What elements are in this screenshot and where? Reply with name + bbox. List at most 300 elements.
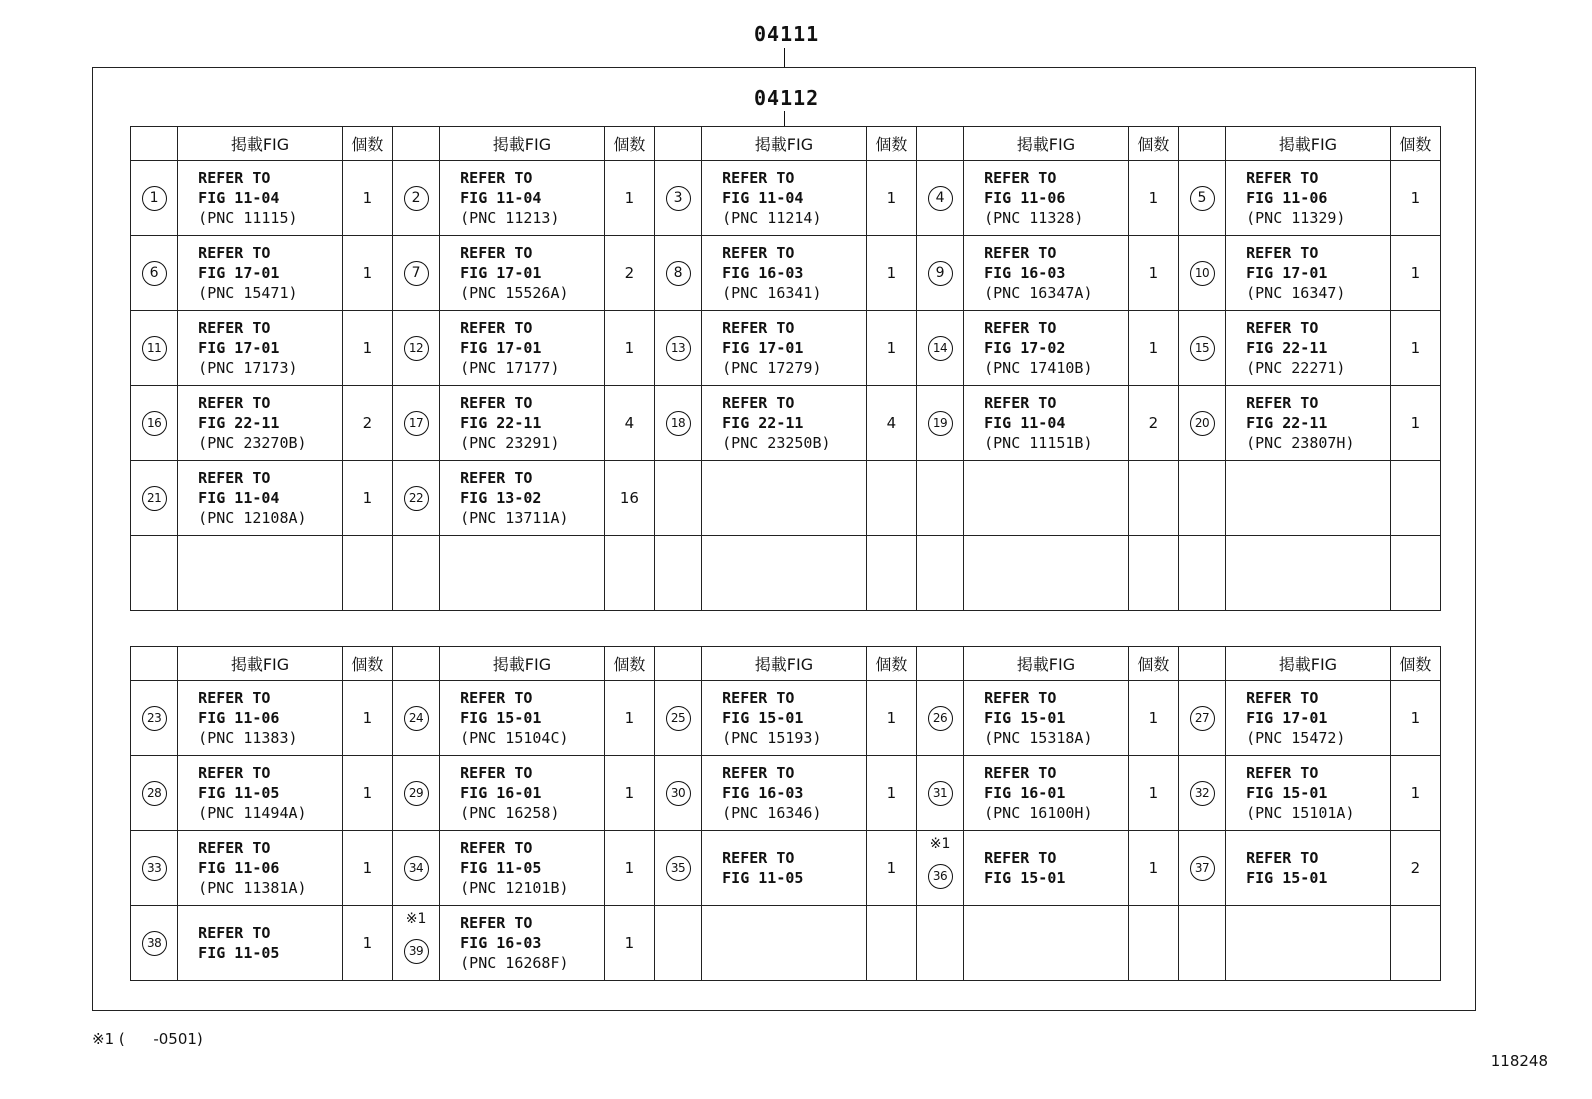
header-qty: 個数 xyxy=(342,647,392,681)
fig-number: FIG 15-01 xyxy=(460,709,542,727)
fig-reference xyxy=(722,318,866,378)
refer-to-text: REFER TO xyxy=(460,319,533,337)
fig-number: FIG 11-06 xyxy=(1246,189,1328,207)
fig-reference-cell xyxy=(178,756,343,831)
item-number-cell xyxy=(131,161,178,236)
fig-number: FIG 22-11 xyxy=(1246,339,1328,357)
refer-to-text: REFER TO xyxy=(198,924,271,942)
fig-reference xyxy=(984,848,1128,888)
quantity-cell xyxy=(1390,386,1440,461)
quantity-value: 1 xyxy=(886,784,897,802)
item-number-cell xyxy=(916,386,963,461)
item-number-cell xyxy=(392,536,439,611)
quantity-value: 1 xyxy=(1410,709,1421,727)
fig-reference xyxy=(198,923,342,963)
fig-reference-cell xyxy=(702,461,867,536)
fig-number: FIG 17-01 xyxy=(1246,264,1328,282)
quantity-value: 1 xyxy=(1148,264,1159,282)
table-row xyxy=(131,386,1441,461)
quantity-cell xyxy=(604,461,654,536)
refer-to-text: REFER TO xyxy=(722,849,795,867)
header-qty: 個数 xyxy=(866,647,916,681)
quantity-value: 1 xyxy=(886,859,897,877)
fig-number: FIG 11-04 xyxy=(198,489,280,507)
refer-to-text: REFER TO xyxy=(198,319,271,337)
fig-reference-cell xyxy=(440,236,605,311)
refer-to-text: REFER TO xyxy=(722,394,795,412)
refer-to-text: REFER TO xyxy=(984,764,1057,782)
item-number-cell xyxy=(1178,236,1225,311)
fig-reference-cell xyxy=(964,386,1129,461)
item-number-cell xyxy=(654,831,701,906)
quantity-cell xyxy=(1128,831,1178,906)
header-number-cell xyxy=(392,127,439,161)
fig-reference-cell xyxy=(964,536,1129,611)
quantity-value: 1 xyxy=(886,339,897,357)
item-number-badge: 38 xyxy=(142,931,167,956)
fig-reference-cell xyxy=(178,831,343,906)
table-row xyxy=(131,311,1441,386)
pnc-code: (PNC 23291) xyxy=(460,434,560,452)
pnc-code: (PNC 17173) xyxy=(198,359,298,377)
quantity-value: 1 xyxy=(362,339,373,357)
quantity-value: 1 xyxy=(362,934,373,952)
quantity-cell xyxy=(1128,681,1178,756)
reference-table-lower xyxy=(130,646,1441,981)
item-number-cell xyxy=(131,681,178,756)
quantity-cell xyxy=(604,756,654,831)
fig-reference-cell xyxy=(964,461,1129,536)
item-number-cell xyxy=(392,236,439,311)
item-number-cell xyxy=(1178,311,1225,386)
quantity-cell xyxy=(1390,756,1440,831)
fig-number: FIG 16-03 xyxy=(984,264,1066,282)
fig-reference xyxy=(460,393,604,453)
inner-assembly-label: 04112 xyxy=(754,86,820,110)
fig-number: FIG 11-05 xyxy=(722,869,804,887)
fig-reference-cell xyxy=(964,831,1129,906)
quantity-cell xyxy=(1390,461,1440,536)
pnc-code: (PNC 11213) xyxy=(460,209,560,227)
fig-reference-cell xyxy=(1226,386,1391,461)
quantity-cell xyxy=(866,161,916,236)
footnote: ※1 ( -0501) xyxy=(92,1030,203,1048)
item-number-badge: 15 xyxy=(1190,336,1215,361)
fig-number: FIG 22-11 xyxy=(1246,414,1328,432)
fig-number: FIG 16-01 xyxy=(984,784,1066,802)
fig-reference xyxy=(984,168,1128,228)
pnc-code: (PNC 23250B) xyxy=(722,434,831,452)
pnc-code: (PNC 22271) xyxy=(1246,359,1346,377)
quantity-value: 1 xyxy=(624,934,635,952)
quantity-cell xyxy=(342,906,392,981)
header-qty: 個数 xyxy=(1128,127,1178,161)
quantity-value: 1 xyxy=(362,784,373,802)
pnc-code: (PNC 13711A) xyxy=(460,509,569,527)
item-number-badge: 26 xyxy=(928,706,953,731)
table-row xyxy=(131,536,1441,611)
item-number-cell xyxy=(916,906,963,981)
fig-reference xyxy=(1246,393,1390,453)
item-number-cell xyxy=(654,161,701,236)
item-number-badge: 30 xyxy=(666,781,691,806)
fig-reference xyxy=(198,168,342,228)
quantity-cell xyxy=(1128,536,1178,611)
item-number-cell xyxy=(1178,536,1225,611)
fig-reference-cell xyxy=(964,311,1129,386)
header-fig: 掲載FIG xyxy=(1226,127,1391,161)
quantity-value: 2 xyxy=(624,264,635,282)
quantity-cell xyxy=(1390,681,1440,756)
header-row xyxy=(131,647,1441,681)
refer-to-text: REFER TO xyxy=(460,244,533,262)
quantity-value: 1 xyxy=(886,709,897,727)
fig-reference-cell xyxy=(178,236,343,311)
item-number-badge: 20 xyxy=(1190,411,1215,436)
fig-reference xyxy=(198,838,342,898)
item-number-badge: 10 xyxy=(1190,261,1215,286)
item-number-cell xyxy=(654,536,701,611)
quantity-value: 2 xyxy=(1148,414,1159,432)
quantity-value: 1 xyxy=(624,859,635,877)
pnc-code: (PNC 11328) xyxy=(984,209,1084,227)
pnc-code: (PNC 23270B) xyxy=(198,434,307,452)
item-number-cell xyxy=(392,311,439,386)
fig-reference-cell xyxy=(702,161,867,236)
fig-number: FIG 22-11 xyxy=(198,414,280,432)
fig-reference-cell xyxy=(440,756,605,831)
header-fig: 掲載FIG xyxy=(178,647,343,681)
item-number-cell xyxy=(654,906,701,981)
quantity-value: 1 xyxy=(362,489,373,507)
header-qty: 個数 xyxy=(866,127,916,161)
quantity-value: 1 xyxy=(1410,339,1421,357)
item-number-cell xyxy=(392,681,439,756)
refer-to-text: REFER TO xyxy=(1246,394,1319,412)
refer-to-text: REFER TO xyxy=(198,839,271,857)
item-number-cell xyxy=(654,236,701,311)
fig-number: FIG 17-01 xyxy=(198,264,280,282)
fig-number: FIG 22-11 xyxy=(460,414,542,432)
fig-reference-cell xyxy=(1226,161,1391,236)
refer-to-text: REFER TO xyxy=(460,169,533,187)
quantity-value: 1 xyxy=(362,859,373,877)
quantity-cell xyxy=(342,681,392,756)
quantity-value: 4 xyxy=(624,414,635,432)
fig-reference xyxy=(1246,243,1390,303)
refer-to-text: REFER TO xyxy=(984,394,1057,412)
item-number-badge: 13 xyxy=(666,336,691,361)
fig-reference xyxy=(984,763,1128,823)
quantity-cell xyxy=(1390,906,1440,981)
quantity-cell xyxy=(342,831,392,906)
quantity-cell xyxy=(866,906,916,981)
fig-reference xyxy=(722,848,866,888)
pnc-code: (PNC 15472) xyxy=(1246,729,1346,747)
quantity-cell xyxy=(604,681,654,756)
header-fig: 掲載FIG xyxy=(964,647,1129,681)
fig-reference-cell xyxy=(1226,236,1391,311)
fig-reference-cell xyxy=(440,386,605,461)
item-number-badge: 16 xyxy=(142,411,167,436)
fig-number: FIG 11-04 xyxy=(198,189,280,207)
quantity-cell xyxy=(604,161,654,236)
quantity-value: 1 xyxy=(886,264,897,282)
fig-reference xyxy=(460,838,604,898)
refer-to-text: REFER TO xyxy=(460,469,533,487)
refer-to-text: REFER TO xyxy=(1246,169,1319,187)
fig-reference-cell xyxy=(964,236,1129,311)
quantity-value: 1 xyxy=(1410,189,1421,207)
quantity-cell xyxy=(1390,536,1440,611)
fig-number: FIG 15-01 xyxy=(1246,869,1328,887)
item-number-badge: 27 xyxy=(1190,706,1215,731)
quantity-value: 2 xyxy=(362,414,373,432)
pnc-code: (PNC 11381A) xyxy=(198,879,307,897)
fig-reference xyxy=(1246,848,1390,888)
header-qty: 個数 xyxy=(342,127,392,161)
item-number-badge: 36 xyxy=(928,864,953,889)
item-number-cell xyxy=(916,756,963,831)
quantity-cell xyxy=(342,756,392,831)
quantity-value: 1 xyxy=(624,189,635,207)
item-number-cell xyxy=(1178,161,1225,236)
pnc-code: (PNC 17279) xyxy=(722,359,822,377)
pnc-code: (PNC 12101B) xyxy=(460,879,569,897)
pnc-code: (PNC 15193) xyxy=(722,729,822,747)
item-number-cell xyxy=(654,681,701,756)
fig-number: FIG 17-01 xyxy=(198,339,280,357)
header-number-cell xyxy=(392,647,439,681)
item-number-badge: 21 xyxy=(142,486,167,511)
item-number-badge: 18 xyxy=(666,411,691,436)
fig-number: FIG 17-01 xyxy=(460,264,542,282)
item-number-badge: 32 xyxy=(1190,781,1215,806)
quantity-cell xyxy=(342,386,392,461)
fig-number: FIG 22-11 xyxy=(722,414,804,432)
header-qty: 個数 xyxy=(604,647,654,681)
fig-reference xyxy=(984,393,1128,453)
header-number-cell xyxy=(1178,127,1225,161)
item-number-badge: 37 xyxy=(1190,856,1215,881)
fig-reference-cell xyxy=(702,386,867,461)
item-number-badge: 7 xyxy=(404,261,429,286)
note-mark: ※1 xyxy=(405,911,427,927)
fig-reference-cell xyxy=(178,906,343,981)
quantity-cell xyxy=(604,386,654,461)
item-number-cell xyxy=(1178,681,1225,756)
fig-number: FIG 11-05 xyxy=(198,944,280,962)
fig-reference-cell xyxy=(440,311,605,386)
fig-number: FIG 11-06 xyxy=(198,709,280,727)
pnc-code: (PNC 17177) xyxy=(460,359,560,377)
pnc-code: (PNC 11383) xyxy=(198,729,298,747)
note-mark: ※1 xyxy=(929,836,951,852)
quantity-value: 1 xyxy=(1410,414,1421,432)
refer-to-text: REFER TO xyxy=(198,689,271,707)
fig-reference-cell xyxy=(178,461,343,536)
fig-reference-cell xyxy=(964,756,1129,831)
fig-reference-cell xyxy=(1226,461,1391,536)
quantity-cell xyxy=(342,461,392,536)
item-number-cell xyxy=(392,831,439,906)
inner-leader-line xyxy=(784,111,785,126)
quantity-value: 16 xyxy=(619,489,639,507)
quantity-cell xyxy=(866,681,916,756)
quantity-value: 1 xyxy=(624,709,635,727)
fig-reference-cell xyxy=(702,236,867,311)
quantity-cell xyxy=(866,236,916,311)
header-qty: 個数 xyxy=(1128,647,1178,681)
fig-reference-cell xyxy=(702,831,867,906)
pnc-code: (PNC 11115) xyxy=(198,209,298,227)
refer-to-text: REFER TO xyxy=(1246,764,1319,782)
fig-reference-cell xyxy=(964,161,1129,236)
fig-reference xyxy=(198,468,342,528)
fig-number: FIG 11-06 xyxy=(198,859,280,877)
quantity-value: 1 xyxy=(1148,189,1159,207)
pnc-code: (PNC 16347A) xyxy=(984,284,1093,302)
item-number-cell xyxy=(392,386,439,461)
quantity-value: 1 xyxy=(1148,859,1159,877)
item-number-cell xyxy=(131,461,178,536)
item-number-badge: 22 xyxy=(404,486,429,511)
fig-number: FIG 11-04 xyxy=(984,414,1066,432)
pnc-code: (PNC 11214) xyxy=(722,209,822,227)
header-qty: 個数 xyxy=(1390,127,1440,161)
item-number-cell xyxy=(654,386,701,461)
quantity-cell xyxy=(604,236,654,311)
fig-reference-cell xyxy=(1226,536,1391,611)
item-number-badge: 17 xyxy=(404,411,429,436)
pnc-code: (PNC 16268F) xyxy=(460,954,569,972)
item-number-cell xyxy=(916,461,963,536)
refer-to-text: REFER TO xyxy=(722,169,795,187)
fig-reference xyxy=(198,763,342,823)
quantity-cell xyxy=(1390,831,1440,906)
fig-reference-cell xyxy=(178,536,343,611)
header-fig: 掲載FIG xyxy=(440,127,605,161)
quantity-value: 1 xyxy=(886,189,897,207)
table-row xyxy=(131,236,1441,311)
fig-number: FIG 15-01 xyxy=(722,709,804,727)
fig-reference xyxy=(460,468,604,528)
fig-reference xyxy=(198,243,342,303)
header-number-cell xyxy=(654,127,701,161)
fig-reference-cell xyxy=(702,536,867,611)
quantity-cell xyxy=(866,536,916,611)
fig-reference xyxy=(1246,763,1390,823)
fig-reference xyxy=(460,688,604,748)
item-number-badge: 35 xyxy=(666,856,691,881)
header-number-cell xyxy=(131,647,178,681)
fig-reference xyxy=(460,913,604,973)
quantity-cell xyxy=(866,386,916,461)
fig-number: FIG 17-01 xyxy=(1246,709,1328,727)
header-row xyxy=(131,127,1441,161)
fig-number: FIG 11-04 xyxy=(722,189,804,207)
item-number-cell xyxy=(131,536,178,611)
quantity-cell xyxy=(1128,461,1178,536)
refer-to-text: REFER TO xyxy=(722,319,795,337)
fig-reference xyxy=(722,763,866,823)
item-number-cell xyxy=(131,831,178,906)
refer-to-text: REFER TO xyxy=(198,169,271,187)
quantity-cell xyxy=(866,311,916,386)
quantity-value: 1 xyxy=(362,264,373,282)
item-number-badge: 19 xyxy=(928,411,953,436)
item-number-badge: 14 xyxy=(928,336,953,361)
quantity-cell xyxy=(604,311,654,386)
quantity-value: 4 xyxy=(886,414,897,432)
item-number-cell xyxy=(916,236,963,311)
fig-reference-cell xyxy=(440,461,605,536)
item-number-badge: 33 xyxy=(142,856,167,881)
item-number-badge: 34 xyxy=(404,856,429,881)
header-qty: 個数 xyxy=(1390,647,1440,681)
header-fig: 掲載FIG xyxy=(440,647,605,681)
pnc-code: (PNC 15104C) xyxy=(460,729,569,747)
fig-reference-cell xyxy=(702,906,867,981)
quantity-value: 1 xyxy=(1148,339,1159,357)
quantity-cell xyxy=(1128,386,1178,461)
fig-number: FIG 17-01 xyxy=(460,339,542,357)
table-row xyxy=(131,906,1441,981)
quantity-value: 1 xyxy=(362,189,373,207)
fig-reference-cell xyxy=(178,386,343,461)
header-qty: 個数 xyxy=(604,127,654,161)
fig-reference xyxy=(198,393,342,453)
table-row xyxy=(131,681,1441,756)
outer-leader-line xyxy=(784,48,785,67)
item-number-badge: 11 xyxy=(142,336,167,361)
quantity-value: 1 xyxy=(624,784,635,802)
fig-number: FIG 16-03 xyxy=(722,784,804,802)
item-number-cell xyxy=(392,906,439,981)
quantity-cell xyxy=(1128,236,1178,311)
fig-reference xyxy=(984,688,1128,748)
item-number-cell xyxy=(916,831,963,906)
fig-reference xyxy=(722,243,866,303)
quantity-cell xyxy=(866,831,916,906)
fig-reference-cell xyxy=(178,681,343,756)
item-number-cell xyxy=(654,461,701,536)
header-number-cell xyxy=(654,647,701,681)
item-number-cell xyxy=(131,906,178,981)
fig-reference xyxy=(198,318,342,378)
refer-to-text: REFER TO xyxy=(460,689,533,707)
fig-reference-cell xyxy=(702,756,867,831)
pnc-code: (PNC 17410B) xyxy=(984,359,1093,377)
fig-reference xyxy=(1246,318,1390,378)
fig-reference xyxy=(460,318,604,378)
refer-to-text: REFER TO xyxy=(198,764,271,782)
fig-number: FIG 16-03 xyxy=(460,934,542,952)
quantity-cell xyxy=(604,831,654,906)
fig-number: FIG 11-04 xyxy=(460,189,542,207)
quantity-cell xyxy=(1128,161,1178,236)
fig-number: FIG 15-01 xyxy=(984,709,1066,727)
fig-reference-cell xyxy=(964,681,1129,756)
fig-reference-cell xyxy=(440,906,605,981)
item-number-badge: 29 xyxy=(404,781,429,806)
refer-to-text: REFER TO xyxy=(984,849,1057,867)
refer-to-text: REFER TO xyxy=(722,764,795,782)
refer-to-text: REFER TO xyxy=(1246,319,1319,337)
fig-reference xyxy=(722,168,866,228)
table-row xyxy=(131,461,1441,536)
item-number-badge: 31 xyxy=(928,781,953,806)
